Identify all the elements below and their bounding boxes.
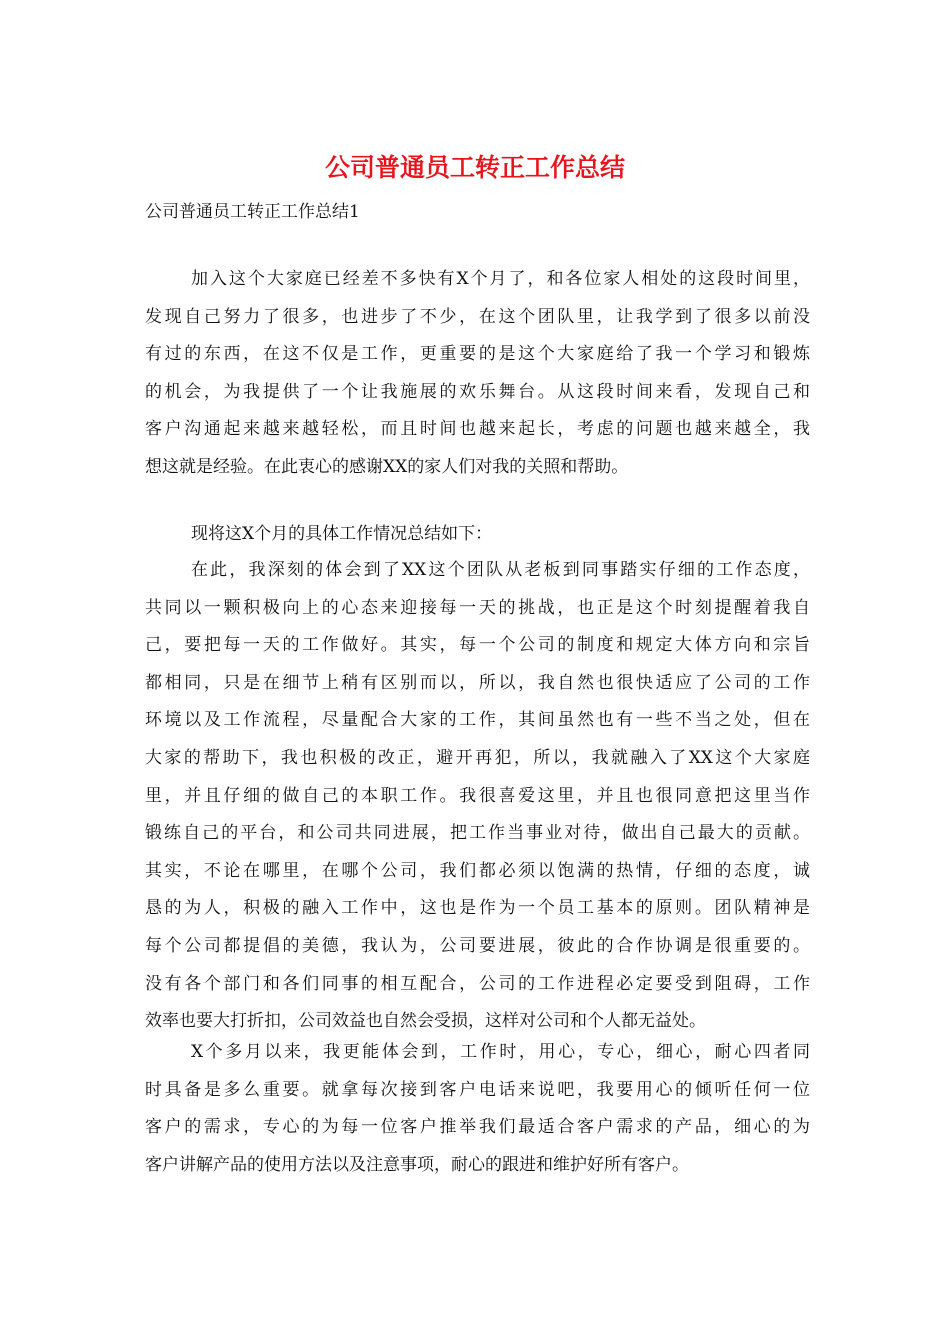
paragraph-line: X个多月以来，我更能体会到，工作时，用心，专心，细心，耐心四者同 [191,1042,810,1062]
paragraph-line: 客户讲解产品的使用方法以及注意事项，耐心的跟进和维护好所有客户。 [145,1154,689,1175]
paragraph-team-experience [145,552,810,1041]
paragraph-line: 恳的为人，积极的融入工作中，这也是作为一个员工基本的原则。团队精神是 [145,898,810,919]
paragraph-line: 加入这个大家庭已经差不多快有X个月了，和各位家人相处的这段时间里， [191,269,810,289]
paragraph-line: 效率也要大打折扣，公司效益也自然会受损，这样对公司和个人都无益处。 [145,1011,706,1032]
paragraph-line: 有过的东西，在这不仅是工作，更重要的是这个大家庭给了我一个学习和锻炼 [145,344,810,365]
paragraph-intro [145,261,810,487]
paragraph-line: 环境以及工作流程，尽量配合大家的工作，其间虽然也有一些不当之处，但在 [145,710,810,731]
paragraph-line: 客户的需求，专心的为每一位客户推举我们最适合客户需求的产品，细心的为 [145,1117,810,1138]
paragraph-line: 想这就是经验。在此衷心的感谢XX的家人们对我的关照和帮助。 [145,456,629,477]
paragraph-summary-intro [145,516,810,554]
paragraph-line: 没有各个部门和各们同事的相互配合，公司的工作进程必定要受到阻碍，工作 [145,973,810,994]
paragraph-line: 客户沟通起来越来越轻松，而且时间也越来起长，考虑的问题也越来越全，我 [145,419,810,440]
paragraph-line: 共同以一颗积极向上的心态来迎接每一天的挑战，也正是这个时刻提醒着我自 [145,597,810,618]
document-title: 公司普通员工转正工作总结 [324,153,625,182]
paragraph-line: 里，并且仔细的做自己的本职工作。我很喜爱这里，并且也很同意把这里当作 [145,785,810,806]
paragraph-line: 每个公司都提倡的美德，我认为，公司要进展，彼此的合作协调是很重要的。 [145,935,810,956]
paragraph-work-attitude [145,1034,810,1184]
paragraph-line: 在此，我深刻的体会到了XX这个团队从老板到同事踏实仔细的工作态度， [191,560,810,580]
paragraph-line: 其实，不论在哪里，在哪个公司，我们都必须以饱满的热情，仔细的态度，诚 [145,860,810,881]
paragraph-line: 大家的帮助下，我也积极的改正，避开再犯，所以，我就融入了XX这个大家庭 [145,747,810,768]
paragraph-line: 现将这X个月的具体工作情况总结如下： [191,524,493,544]
paragraph-line: 时具备是多么重要。就拿每次接到客户电话来说吧，我要用心的倾听任何一位 [145,1079,810,1100]
paragraph-line: 己，要把每一天的工作做好。其实，每一个公司的制度和规定大体方向和宗旨 [145,635,810,656]
paragraph-line: 发现自己努力了很多，也进步了不少，在这个团队里，让我学到了很多以前没 [145,306,810,327]
section-heading: 公司普通员工转正工作总结1 [145,202,360,222]
paragraph-line: 都相同，只是在细节上稍有区别而以，所以，我自然也很快适应了公司的工作 [145,672,810,693]
paragraph-line: 的机会，为我提供了一个让我施展的欢乐舞台。从这段时间来看，发现自己和 [145,381,810,402]
paragraph-line: 锻练自己的平台，和公司共同进展，把工作当事业对待，做出自己最大的贡献。 [145,823,810,844]
